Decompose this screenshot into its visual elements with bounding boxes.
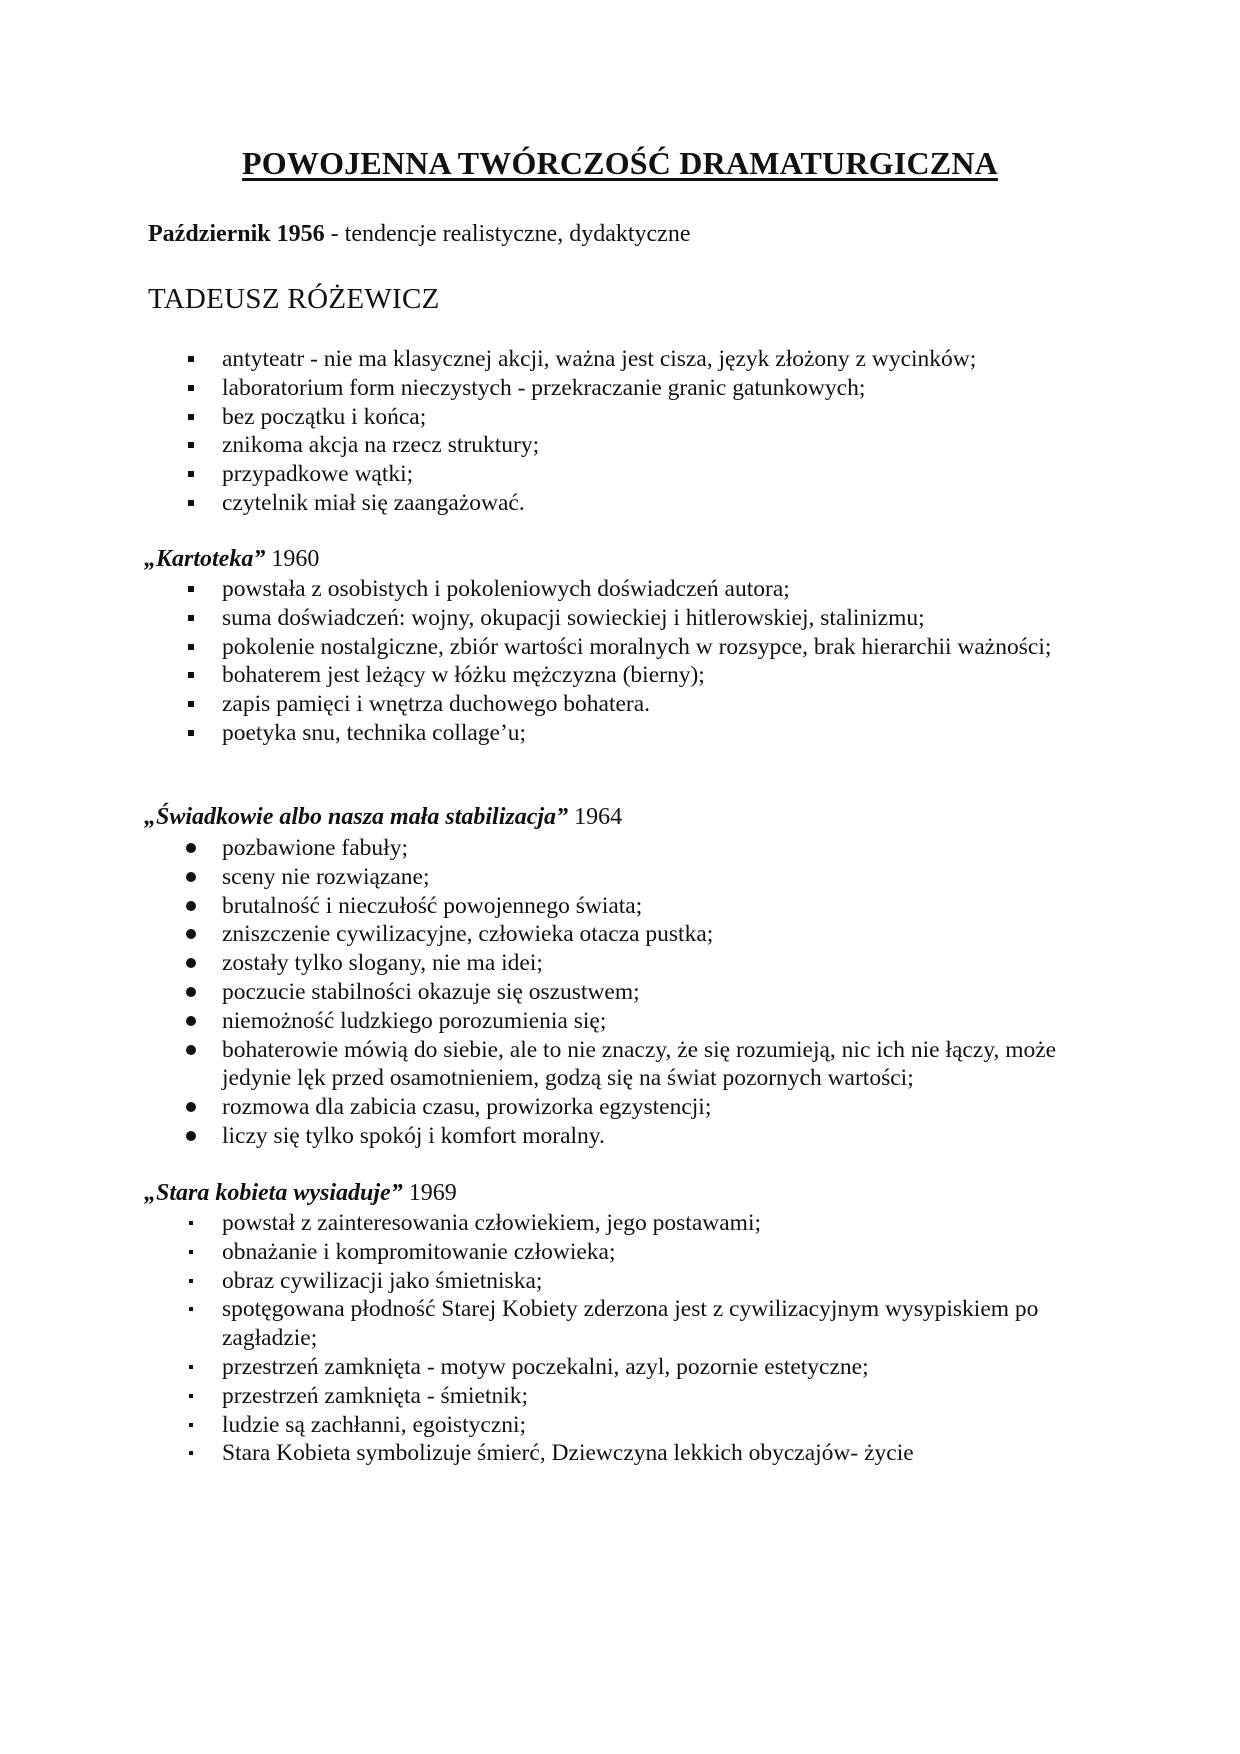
list-item: bohaterem jest leżący w łóżku mężczyzna (bierny);: [0, 661, 1240, 690]
list-item: znikoma akcja na rzecz struktury;: [0, 431, 1240, 460]
section-heading-kartoteka: „Kartoteka” 1960: [144, 546, 320, 572]
list-item: czytelnik miał się zaangażować.: [0, 489, 1240, 518]
list-item: sceny nie rozwiązane;: [0, 863, 1240, 892]
kartoteka-points-list: [0, 575, 1240, 748]
small-square-bullet-icon: [186, 1267, 206, 1296]
square-bullet-icon: [186, 403, 206, 432]
round-bullet-icon: [186, 1093, 206, 1122]
list-item: brutalność i nieczułość powojennego świata;: [0, 892, 1240, 921]
square-bullet-icon: [186, 690, 206, 719]
list-item: ludzie są zachłanni, egoistyczni;: [0, 1411, 1240, 1440]
work-title: Świadkowie albo nasza mała stabilizacja: [156, 804, 557, 830]
section-heading-stara-kobieta: „Stara kobieta wysiaduje” 1969: [144, 1180, 457, 1206]
square-bullet-icon: [186, 575, 206, 604]
list-item: obnażanie i kompromitowanie człowieka;: [0, 1238, 1240, 1267]
round-bullet-icon: [186, 1036, 206, 1065]
list-item: zostały tylko slogany, nie ma idei;: [0, 949, 1240, 978]
round-bullet-icon: [186, 892, 206, 921]
intro-text: - tendencje realistyczne, dydaktyczne: [324, 221, 691, 247]
list-item: bez początku i końca;: [0, 403, 1240, 432]
small-square-bullet-icon: [186, 1353, 206, 1382]
work-title: Stara kobieta wysiaduje: [156, 1180, 391, 1206]
list-item: Stara Kobieta symbolizuje śmierć, Dziewczyna lekkich obyczajów- życie: [0, 1439, 1240, 1468]
round-bullet-icon: [186, 863, 206, 892]
stara-kobieta-points-list: [0, 1209, 1240, 1468]
list-item: poczucie stabilności okazuje się oszustwem;: [0, 978, 1240, 1007]
square-bullet-icon: [186, 489, 206, 518]
general-points-list: [0, 345, 1240, 518]
list-item: zniszczenie cywilizacyjne, człowieka otacza pustka;: [0, 920, 1240, 949]
intro-line: [148, 219, 690, 249]
round-bullet-icon: [186, 834, 206, 863]
square-bullet-icon: [186, 460, 206, 489]
list-item: suma doświadczeń: wojny, okupacji sowieckiej i hitlerowskiej, stalinizmu;: [0, 604, 1240, 633]
round-bullet-icon: [186, 920, 206, 949]
small-square-bullet-icon: [186, 1411, 206, 1440]
work-year: 1960: [265, 546, 320, 572]
small-square-bullet-icon: [186, 1295, 206, 1324]
work-year: 1969: [402, 1180, 457, 1206]
small-square-bullet-icon: [186, 1209, 206, 1238]
square-bullet-icon: [186, 604, 206, 633]
list-item: niemożność ludzkiego porozumienia się;: [0, 1007, 1240, 1036]
round-bullet-icon: [186, 1122, 206, 1151]
list-item: spotęgowana płodność Starej Kobiety zderzona jest z cywilizacyjnym wysypiskiem po zagładzie;: [0, 1295, 1240, 1353]
list-item: obraz cywilizacji jako śmietniska;: [0, 1267, 1240, 1296]
small-square-bullet-icon: [186, 1382, 206, 1411]
square-bullet-icon: [186, 633, 206, 662]
list-item: antyteatr - nie ma klasycznej akcji, ważna jest cisza, język złożony z wycinków;: [0, 345, 1240, 374]
square-bullet-icon: [186, 719, 206, 748]
round-bullet-icon: [186, 978, 206, 1007]
list-item: pokolenie nostalgiczne, zbiór wartości moralnych w rozsypce, brak hierarchii ważności;: [0, 633, 1240, 662]
swiadkowie-points-list: [0, 834, 1240, 1151]
list-item: powstał z zainteresowania człowiekiem, jego postawami;: [0, 1209, 1240, 1238]
list-item: przestrzeń zamknięta - motyw poczekalni, azyl, pozornie estetyczne;: [0, 1353, 1240, 1382]
work-year: 1964: [568, 804, 623, 830]
author-heading: TADEUSZ RÓŻEWICZ: [148, 283, 440, 315]
square-bullet-icon: [186, 345, 206, 374]
list-item: powstała z osobistych i pokoleniowych doświadczeń autora;: [0, 575, 1240, 604]
square-bullet-icon: [186, 374, 206, 403]
list-item: przestrzeń zamknięta - śmietnik;: [0, 1382, 1240, 1411]
list-item: bohaterowie mówią do siebie, ale to nie znaczy, że się rozumieją, nic ich nie łączy, może jedynie lęk przed osamotnieniem, godzą się na świat pozornych wartości;: [0, 1036, 1240, 1094]
list-item: rozmowa dla zabicia czasu, prowizorka egzystencji;: [0, 1093, 1240, 1122]
document-title: POWOJENNA TWÓRCZOŚĆ DRAMATURGICZNA: [242, 145, 998, 181]
square-bullet-icon: [186, 661, 206, 690]
small-square-bullet-icon: [186, 1238, 206, 1267]
list-item: laboratorium form nieczystych - przekraczanie granic gatunkowych;: [0, 374, 1240, 403]
small-square-bullet-icon: [186, 1439, 206, 1468]
list-item: przypadkowe wątki;: [0, 460, 1240, 489]
section-heading-swiadkowie: „Świadkowie albo nasza mała stabilizacja” 1964: [144, 804, 623, 830]
square-bullet-icon: [186, 431, 206, 460]
list-item: pozbawione fabuły;: [0, 834, 1240, 863]
round-bullet-icon: [186, 1007, 206, 1036]
list-item: liczy się tylko spokój i komfort moralny.: [0, 1122, 1240, 1151]
list-item: zapis pamięci i wnętrza duchowego bohatera.: [0, 690, 1240, 719]
work-title: Kartoteka: [156, 546, 254, 572]
round-bullet-icon: [186, 949, 206, 978]
intro-date: Październik 1956: [148, 221, 325, 247]
list-item: poetyka snu, technika collage’u;: [0, 719, 1240, 748]
